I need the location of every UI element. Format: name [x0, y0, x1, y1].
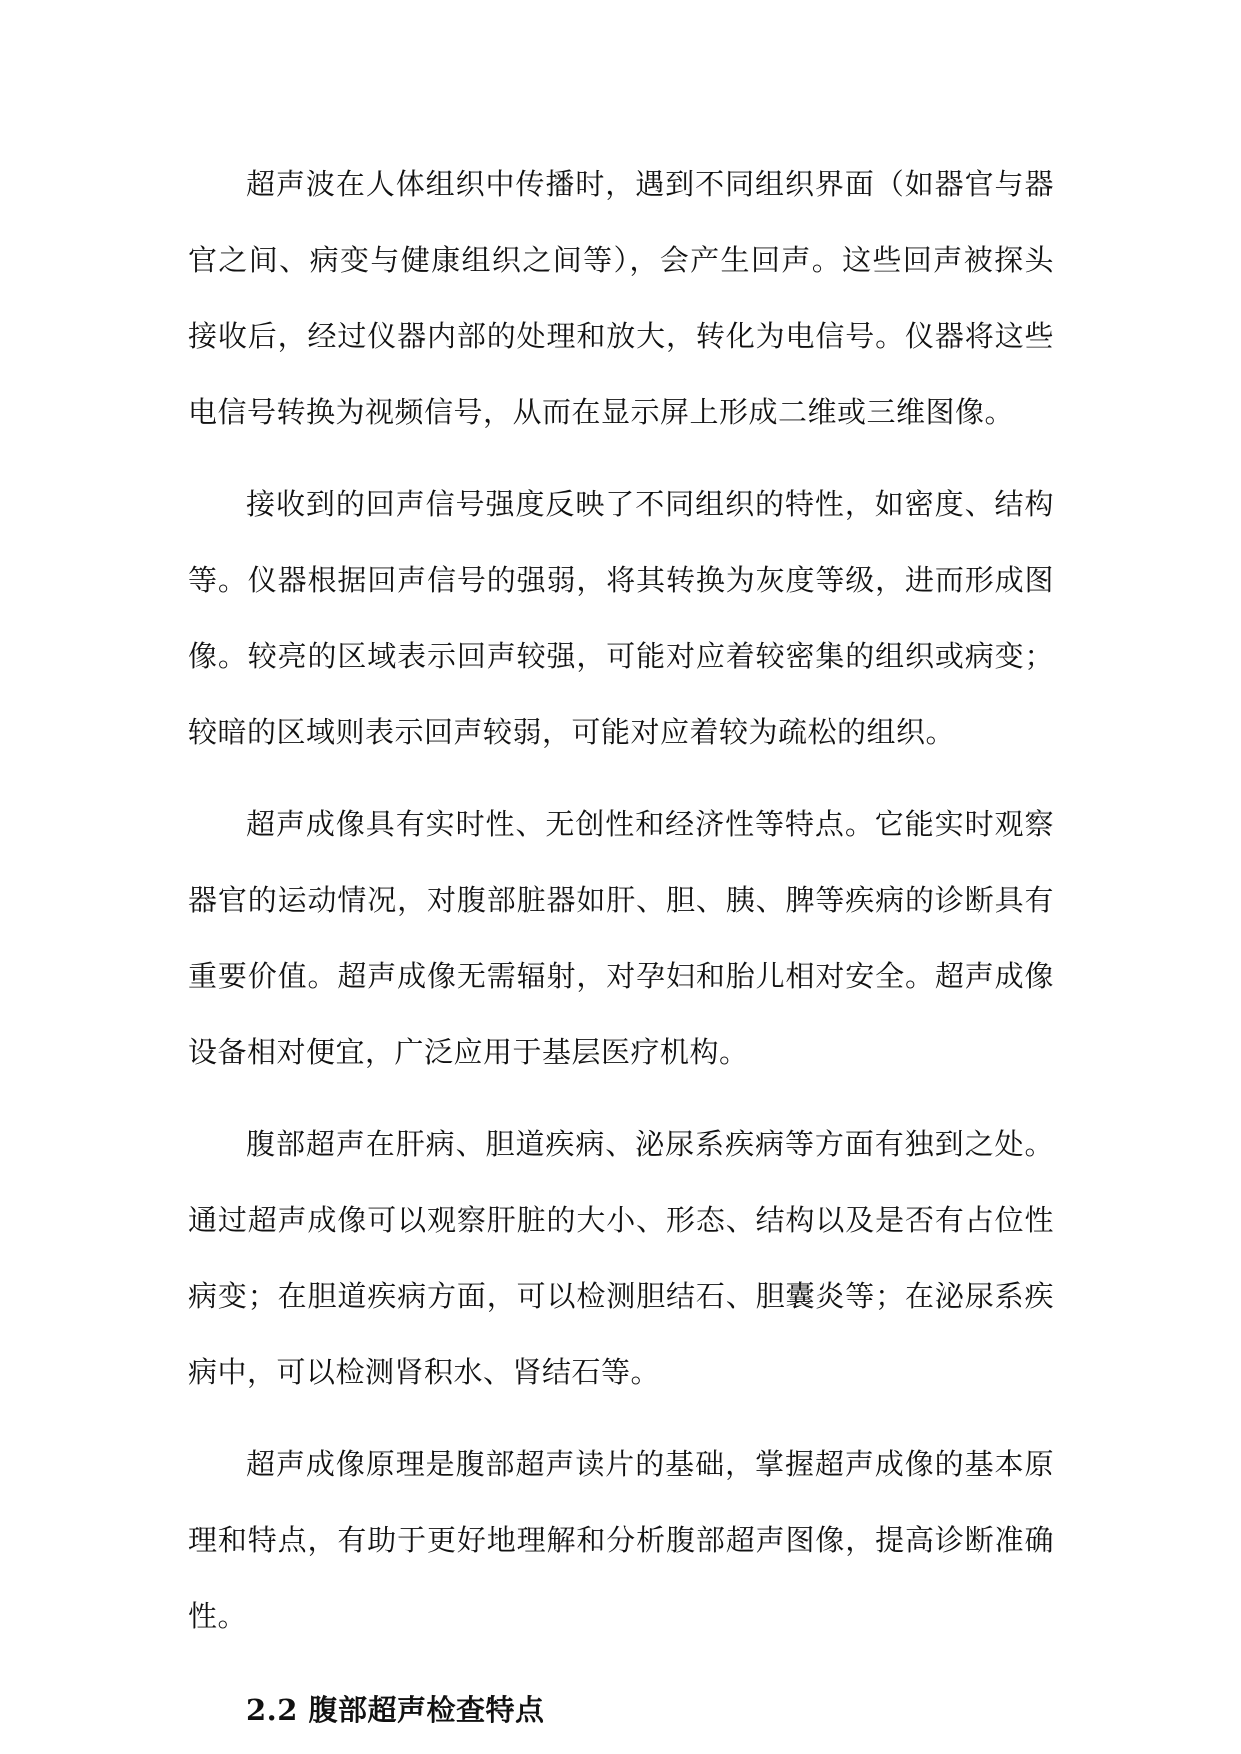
- paragraph-imaging-features: 超声成像具有实时性、无创性和经济性等特点。它能实时观察器官的运动情况，对腹部脏器如肝、胆、胰、脾等疾病的诊断具有重要价值。超声成像无需辐射，对孕妇和胎儿相对安全。超声成像设备相对便宜，广泛应用于基层医疗机构。: [188, 807, 1054, 1069]
- paragraph-ultrasound-propagation: 超声波在人体组织中传播时，遇到不同组织界面（如器官与器官之间、病变与健康组织之间等），会产生回声。这些回声被探头接收后，经过仪器内部的处理和放大，转化为电信号。仪器将这些电信号转换为视频信号，从而在显示屏上形成二维或三维图像。: [188, 167, 1054, 429]
- paragraph-conclusion: 超声成像原理是腹部超声读片的基础，掌握超声成像的基本原理和特点，有助于更好地理解和分析腹部超声图像，提高诊断准确性。: [188, 1447, 1054, 1633]
- paragraph-abdominal-applications: 腹部超声在肝病、胆道疾病、泌尿系疾病等方面有独到之处。通过超声成像可以观察肝脏的大小、形态、结构以及是否有占位性病变；在胆道疾病方面，可以检测胆结石、胆囊炎等；在泌尿系疾病中，可以检测肾积水、肾结石等。: [188, 1127, 1054, 1389]
- paragraph-echo-intensity: 接收到的回声信号强度反映了不同组织的特性，如密度、结构等。仪器根据回声信号的强弱，将其转换为灰度等级，进而形成图像。较亮的区域表示回声较强，可能对应着较密集的组织或病变；较暗的区域则表示回声较弱，可能对应着较为疏松的组织。: [188, 487, 1054, 749]
- section-heading: 2.2 腹部超声检查特点: [246, 1693, 545, 1727]
- document-body: [188, 146, 1054, 1748]
